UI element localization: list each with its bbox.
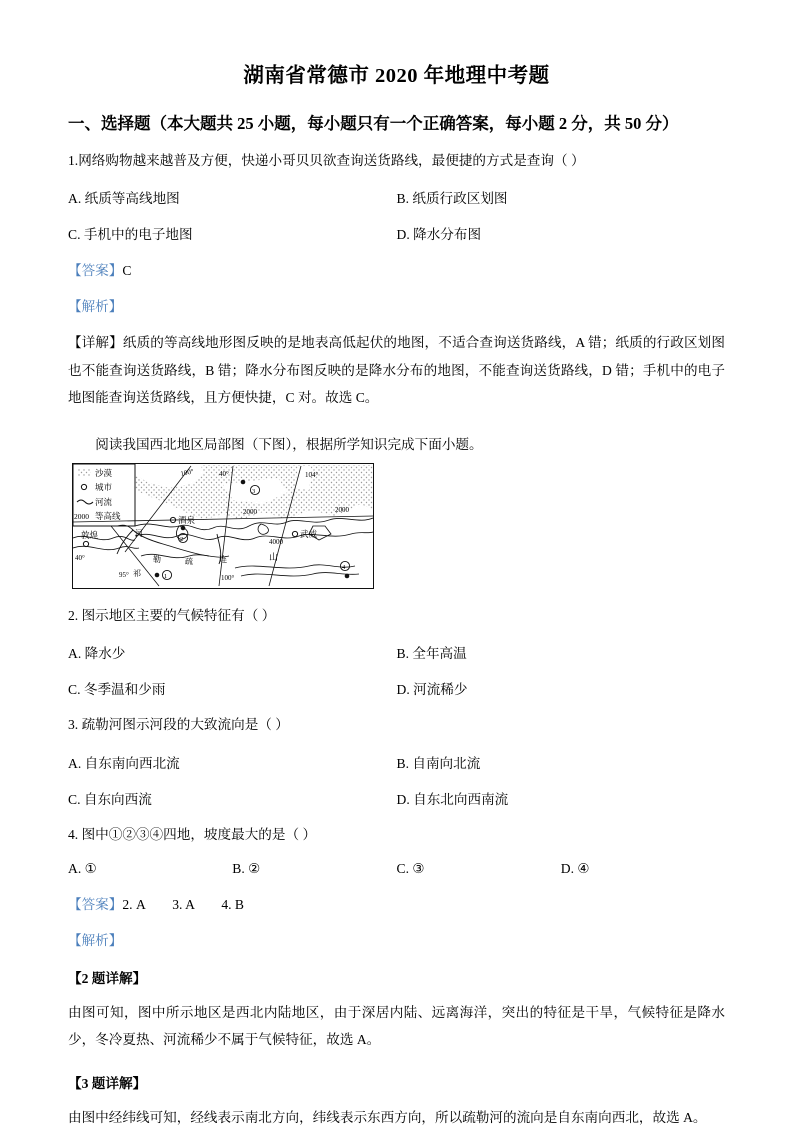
question-4-stem: 4. 图中①②③④四地，坡度最大的是（ ） bbox=[68, 826, 317, 842]
svg-text:勒: 勒 bbox=[153, 554, 161, 564]
question-2-options-row-1 bbox=[68, 642, 725, 662]
rivers bbox=[117, 525, 221, 564]
question-1-option-b[interactable]: B. 纸质行政区划图 bbox=[396, 191, 508, 207]
svg-text:疏: 疏 bbox=[185, 556, 193, 566]
svg-text:城市: 城市 bbox=[95, 481, 113, 492]
city-label-jiuquan: 酒泉 bbox=[178, 514, 196, 525]
city-marker-dunhuang bbox=[83, 541, 88, 546]
detail-2-body: 由图可知，图中所示地区是西北内陆地区，由于深居内陆、远离海洋，突出的特征是干旱，气候特征是降水少，冬冷夏热、河流稀少不属于气候特征，故选 A。 bbox=[68, 1005, 725, 1048]
question-1-answer bbox=[68, 259, 725, 279]
svg-text:100°: 100° bbox=[179, 467, 195, 478]
svg-text:河: 河 bbox=[135, 528, 143, 538]
map-point-1 bbox=[155, 570, 172, 580]
question-2-option-b[interactable]: B. 全年高温 bbox=[396, 646, 467, 662]
answer-label: 【答案】 bbox=[68, 263, 123, 279]
svg-text:4: 4 bbox=[342, 563, 346, 571]
svg-text:2000: 2000 bbox=[335, 505, 349, 514]
question-4-option-d[interactable]: D. ④ bbox=[560, 861, 590, 877]
question-3-option-a[interactable]: A. 自东南向西北流 bbox=[68, 755, 180, 771]
question-3-options-row-2 bbox=[68, 788, 725, 808]
question-2-option-c[interactable]: C. 冬季温和少雨 bbox=[68, 682, 166, 698]
section-header: 一、选择题（本大题共 25 小题，每小题只有一个正确答案，每小题 2 分，共 50 分） bbox=[68, 114, 679, 133]
city-label-wuwei: 武威 bbox=[300, 528, 318, 539]
passage-lead: 阅读我国西北地区局部图（下图），根据所学知识完成下面小题。 bbox=[95, 436, 483, 452]
svg-text:沙漠: 沙漠 bbox=[95, 467, 113, 478]
svg-text:连: 连 bbox=[219, 554, 227, 564]
map-figure bbox=[68, 463, 725, 589]
question-4-option-a[interactable]: A. ① bbox=[68, 861, 97, 877]
group-answer bbox=[68, 893, 725, 913]
city-marker-wuwei bbox=[292, 531, 297, 536]
question-3-option-c[interactable]: C. 自东向西流 bbox=[68, 791, 152, 807]
question-4-options-row bbox=[68, 861, 725, 877]
map-point-4 bbox=[340, 561, 349, 578]
question-1-option-d[interactable]: D. 降水分布图 bbox=[396, 227, 482, 243]
northwest-china-map bbox=[72, 463, 374, 589]
question-3-stem: 3. 疏勒河图示河段的大致流向是（ ） bbox=[68, 717, 289, 733]
question-3-option-d[interactable]: D. 自东北向西南流 bbox=[396, 791, 509, 807]
answer-value: C bbox=[122, 263, 132, 279]
svg-text:104°: 104° bbox=[305, 470, 319, 479]
group-analysis-label: 【解析】 bbox=[68, 933, 123, 949]
question-2-option-a[interactable]: A. 降水少 bbox=[68, 646, 126, 662]
question-1-option-a[interactable]: A. 纸质等高线地图 bbox=[68, 191, 180, 207]
svg-text:河流: 河流 bbox=[95, 496, 113, 507]
page-title: 湖南省常德市 2020 年地理中考题 bbox=[243, 65, 550, 87]
group-answer-value: 2. A 3. A 4. B bbox=[122, 897, 244, 913]
svg-text:40°: 40° bbox=[75, 553, 85, 562]
svg-text:2: 2 bbox=[180, 535, 184, 543]
question-3-option-b[interactable]: B. 自南向北流 bbox=[396, 755, 481, 771]
svg-text:2000: 2000 bbox=[243, 507, 257, 516]
svg-text:100°: 100° bbox=[221, 573, 235, 582]
detail-3-head: 【3 题详解】 bbox=[68, 1075, 147, 1091]
question-1-options-row-1 bbox=[68, 187, 725, 207]
svg-text:40°: 40° bbox=[219, 469, 229, 478]
svg-text:4000: 4000 bbox=[269, 537, 283, 546]
question-1-analysis-label: 【解析】 bbox=[68, 299, 123, 315]
question-1-option-c[interactable]: C. 手机中的电子地图 bbox=[68, 227, 193, 243]
group-answer-label: 【答案】 bbox=[68, 897, 123, 913]
question-3-options-row-1 bbox=[68, 752, 725, 772]
contour-lines bbox=[73, 518, 373, 576]
question-2-options-row-2 bbox=[68, 678, 725, 698]
question-1-stem: 1.网络购物越来越普及方便，快递小哥贝贝欲查询送货路线，最便捷的方式是查询（ ） bbox=[68, 153, 585, 168]
detail-2-head: 【2 题详解】 bbox=[68, 971, 147, 987]
question-2-stem: 2. 图示地区主要的气候特征有（ ） bbox=[68, 607, 276, 623]
question-4-option-b[interactable]: B. ② bbox=[232, 861, 261, 877]
city-label-dunhuang: 敦煌 bbox=[81, 529, 99, 540]
svg-text:3: 3 bbox=[252, 487, 256, 495]
question-4-option-c[interactable]: C. ③ bbox=[396, 861, 425, 877]
svg-text:祁: 祁 bbox=[133, 568, 141, 578]
detail-3-body: 由图中经纬线可知，经线表示南北方向，纬线表示东西方向，所以疏勒河的流向是自东南向西北，故选 A。 bbox=[68, 1109, 707, 1125]
svg-text:1: 1 bbox=[164, 572, 168, 580]
svg-text:2000: 2000 bbox=[74, 511, 89, 521]
map-svg bbox=[73, 464, 373, 588]
question-1-options-row-2 bbox=[68, 223, 725, 243]
question-2-option-d[interactable]: D. 河流稀少 bbox=[396, 682, 468, 698]
svg-text:95°: 95° bbox=[119, 570, 129, 579]
question-1-detail: 【详解】纸质的等高线地形图反映的是地表高低起伏的地图，不适合查询送货路线，A 错；纸质的行政区划图也不能查询送货路线，B 错；降水分布图反映的是降水分布的地图，不能查询送货路线，D 错；手机中的电子地图能查询送货路线，且方便快捷，C 对。故选 C。 bbox=[68, 335, 725, 405]
legend-desert-icon bbox=[78, 469, 91, 476]
svg-text:山: 山 bbox=[269, 551, 279, 562]
svg-text:等高线: 等高线 bbox=[95, 510, 121, 521]
